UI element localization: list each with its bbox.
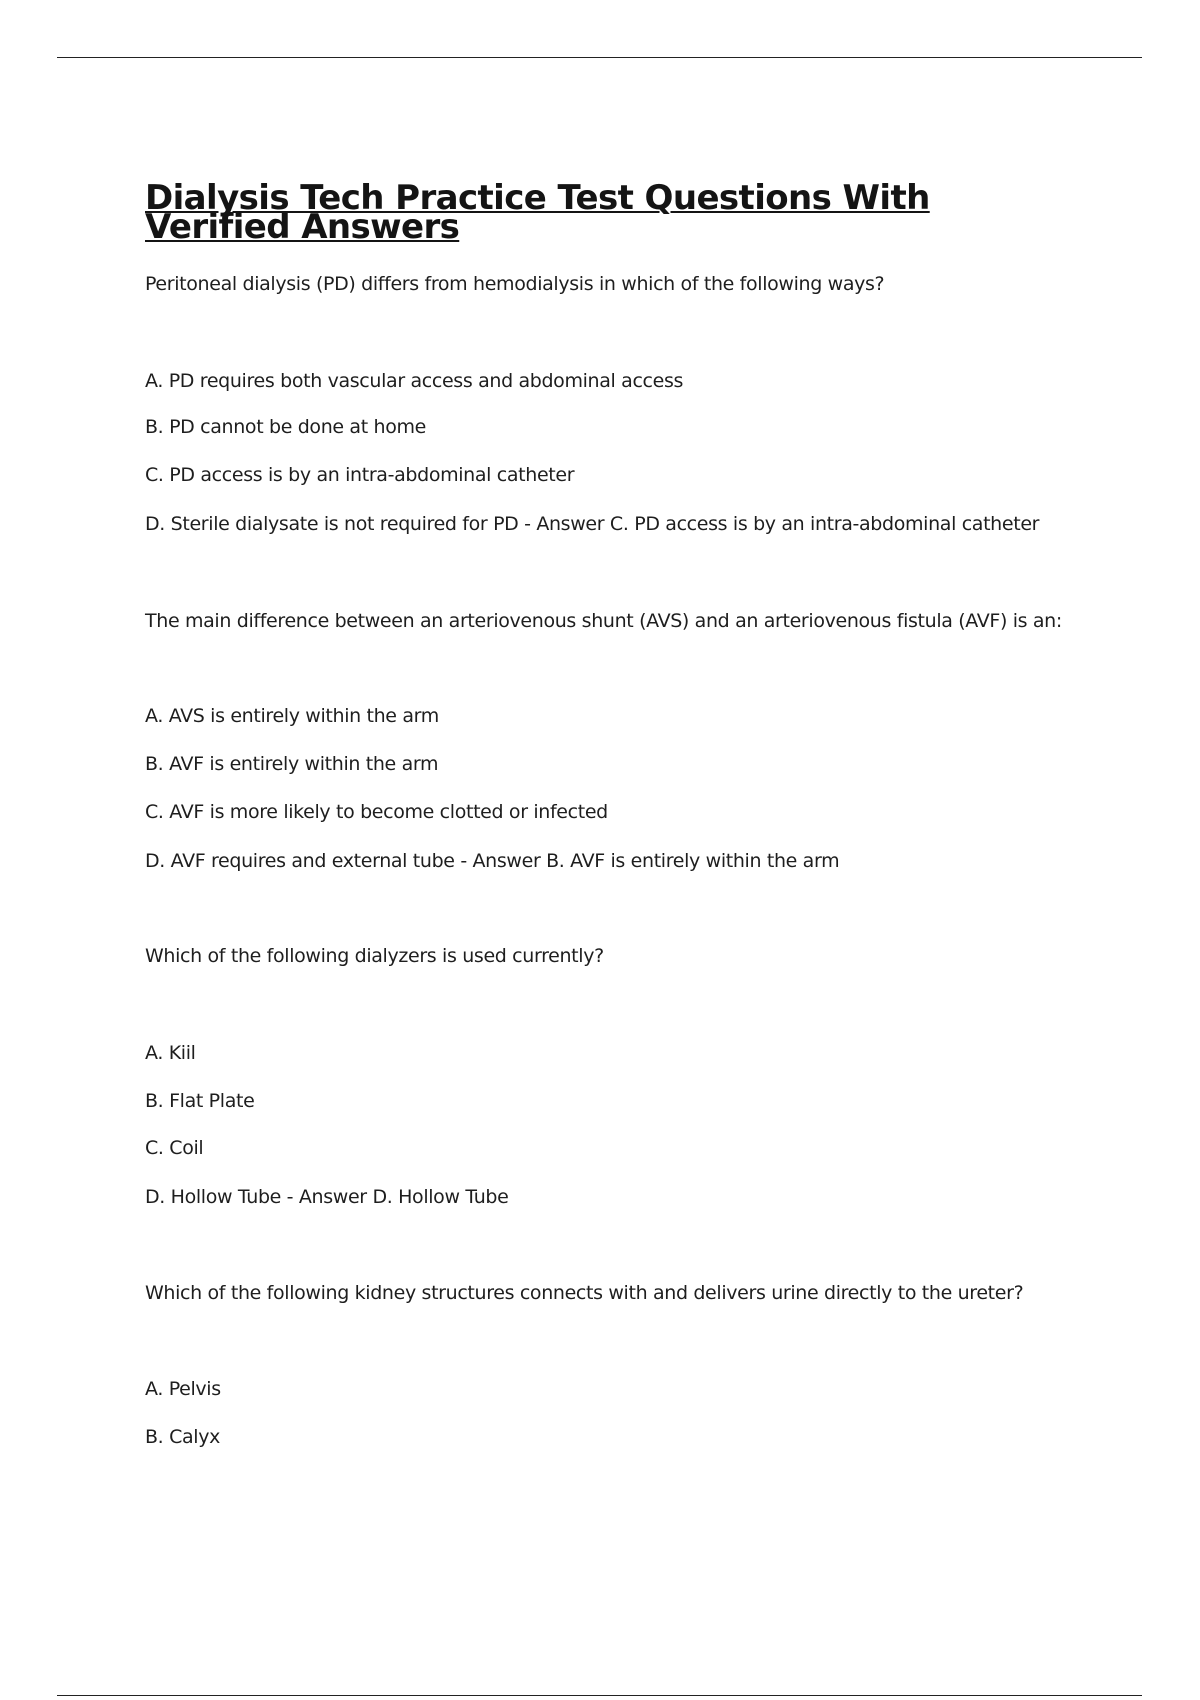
question-3-option-d-answer: D. Hollow Tube - Answer D. Hollow Tube [145,1186,509,1208]
question-1-option-d-answer: D. Sterile dialysate is not required for PD - Answer C. PD access is by an intra-abdominal catheter [145,513,1040,535]
question-1-option-c: C. PD access is by an intra-abdominal catheter [145,464,575,486]
question-3-option-a: A. Kiil [145,1042,196,1064]
bottom-rule [57,1695,1142,1696]
question-3-text: Which of the following dialyzers is used currently? [145,945,604,967]
top-rule [57,57,1142,58]
question-2-text: The main difference between an arteriovenous shunt (AVS) and an arteriovenous fistula (AVF) is an: [145,610,1062,632]
question-2-option-c: C. AVF is more likely to become clotted or infected [145,801,608,823]
question-1-option-b: B. PD cannot be done at home [145,416,426,438]
question-3-option-c: C. Coil [145,1137,204,1159]
question-4-text: Which of the following kidney structures connects with and delivers urine directly to the ureter? [145,1282,1024,1304]
question-2-option-a: A. AVS is entirely within the arm [145,705,439,727]
question-4-option-b: B. Calyx [145,1426,220,1448]
question-1-option-a: A. PD requires both vascular access and abdominal access [145,370,684,392]
question-2-option-d-answer: D. AVF requires and external tube - Answer B. AVF is entirely within the arm [145,850,840,872]
question-3-option-b: B. Flat Plate [145,1090,255,1112]
question-2-option-b: B. AVF is entirely within the arm [145,753,439,775]
question-1-text: Peritoneal dialysis (PD) differs from hemodialysis in which of the following ways? [145,273,885,295]
document-title: Dialysis Tech Practice Test Questions With Verified Answers [145,178,930,247]
question-4-option-a: A. Pelvis [145,1378,221,1400]
